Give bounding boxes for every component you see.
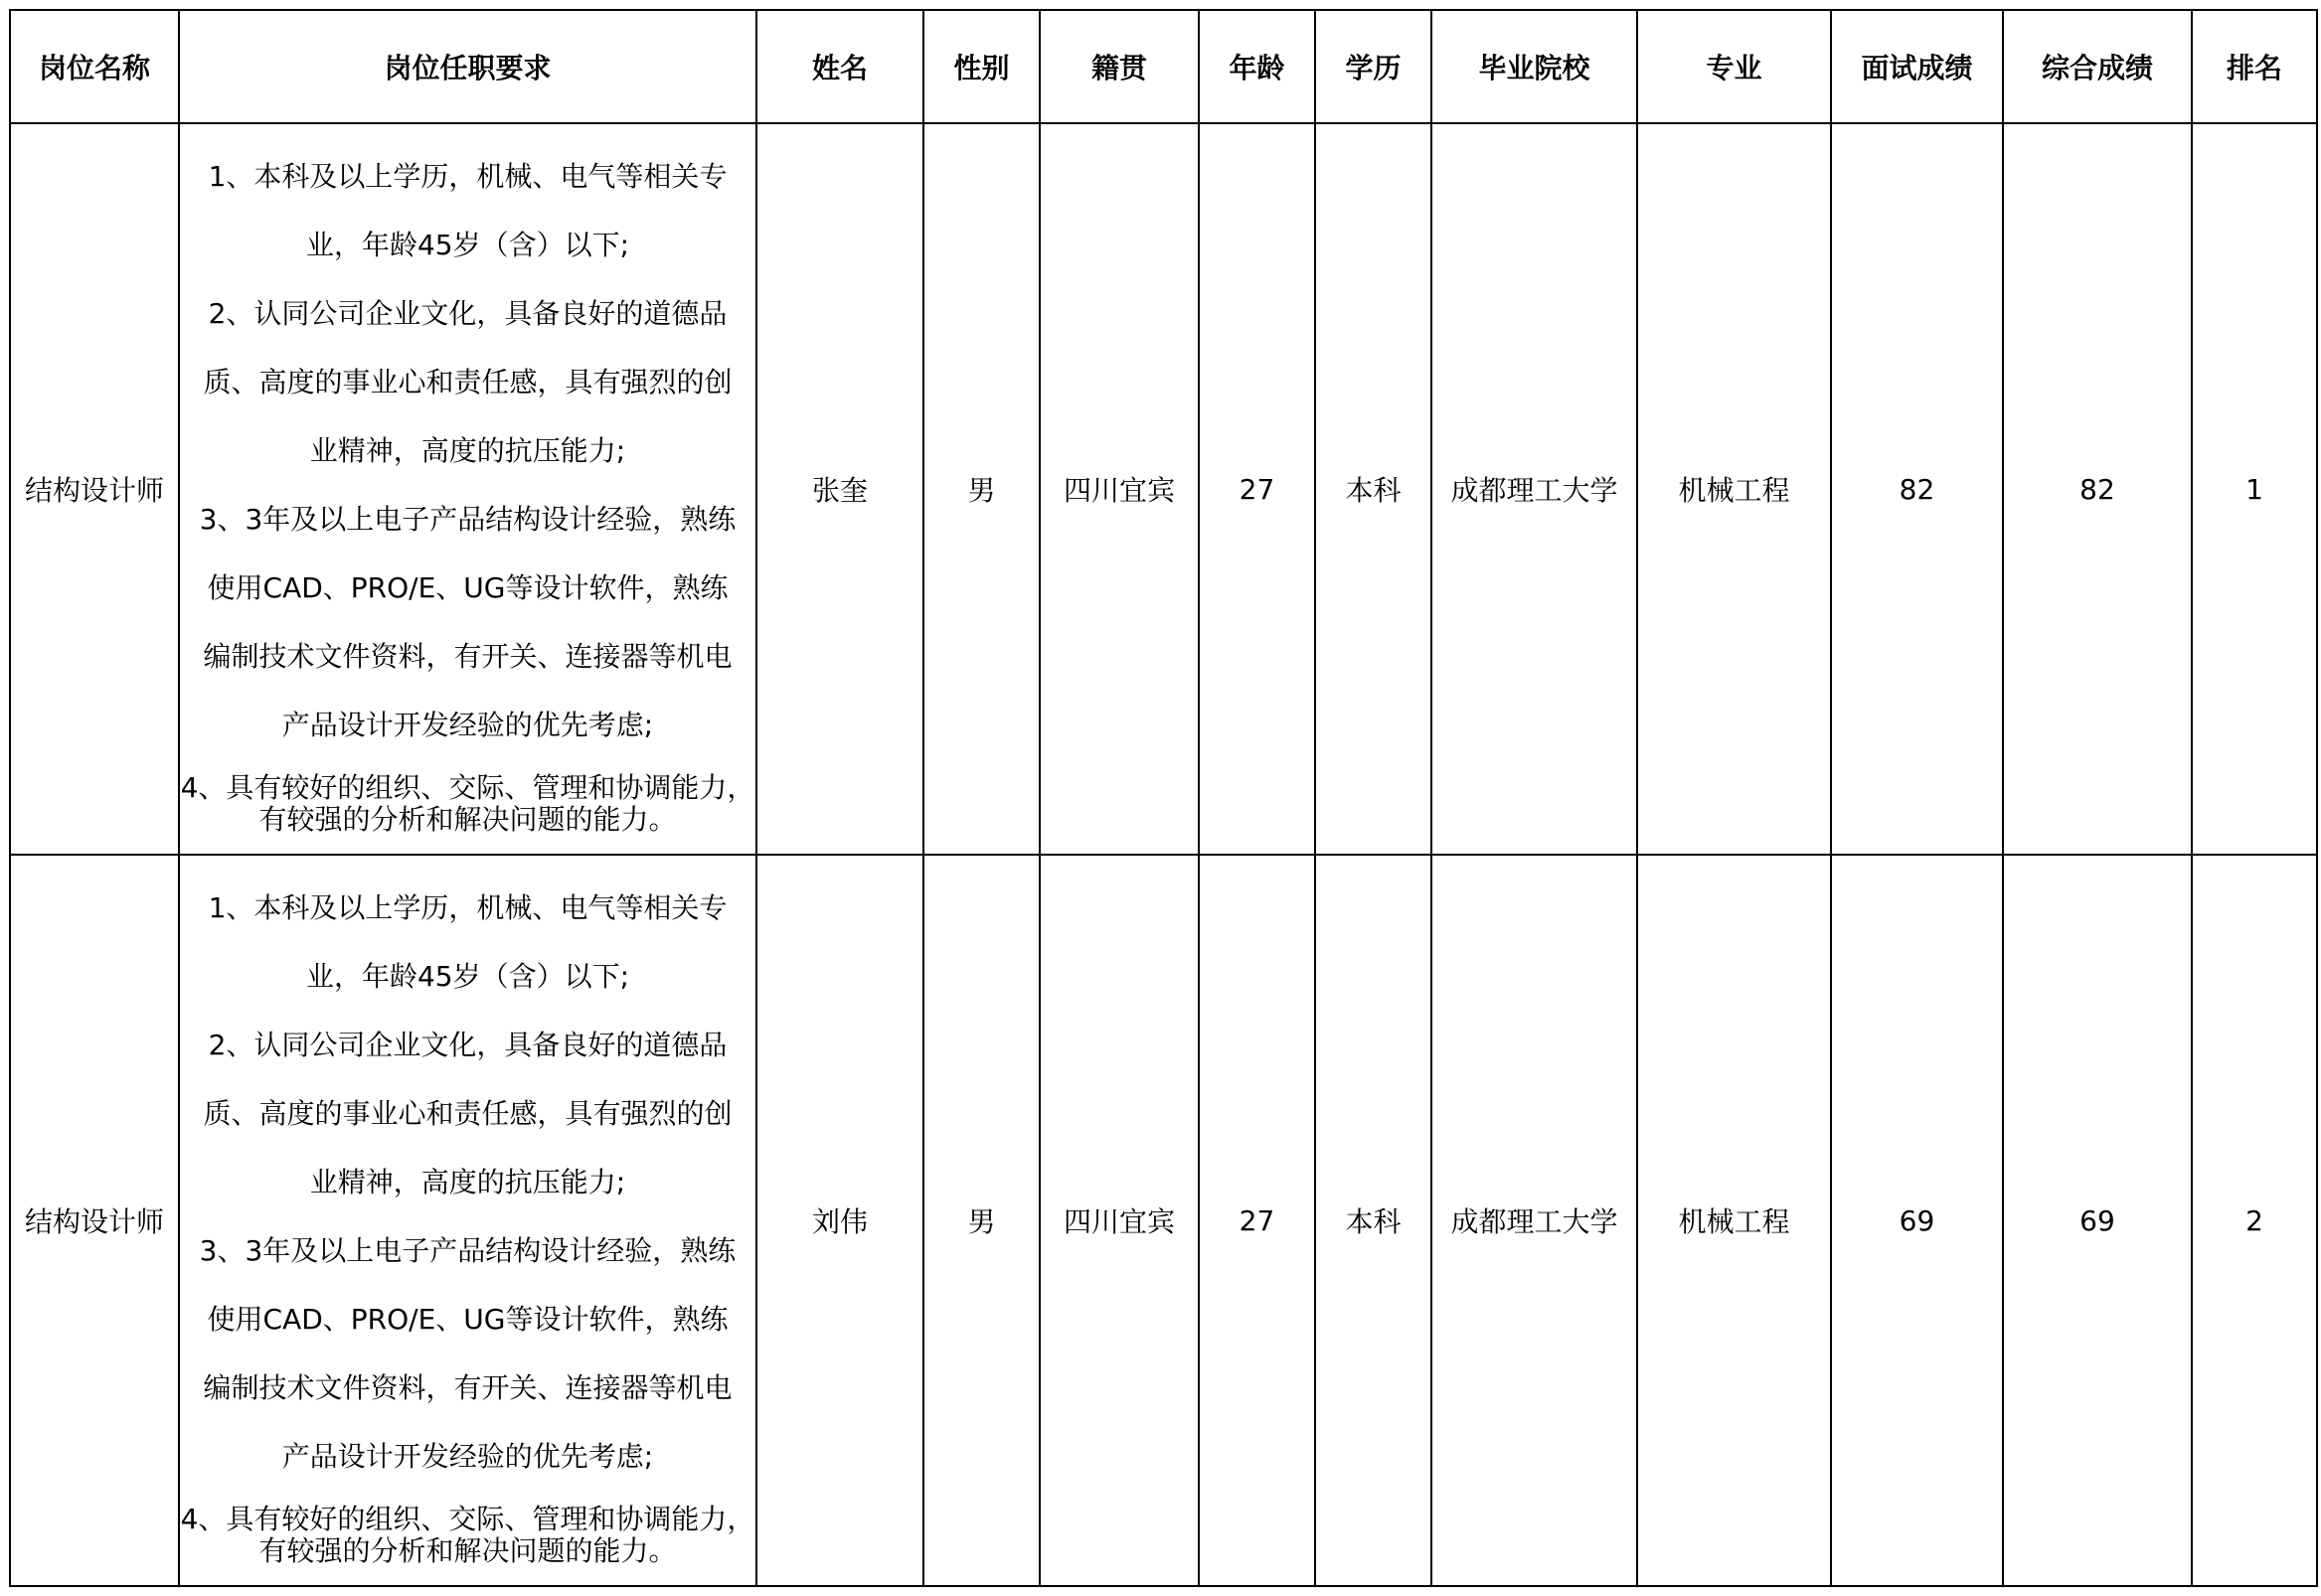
cell-gender: 男 — [923, 855, 1040, 1586]
header-position: 岗位名称 — [10, 10, 179, 123]
requirement-line: 3、3年及以上电子产品结构设计经验，熟练 — [199, 1234, 737, 1267]
requirement-line: 4、具有较好的组织、交际、管理和协调能力，有较强的分析和解决问题的能力。 — [180, 1503, 755, 1567]
header-row — [10, 10, 2317, 123]
header-requirements: 岗位任职要求 — [179, 10, 756, 123]
cell-name: 刘伟 — [756, 855, 923, 1586]
requirement-line: 使用CAD、PRO/E、UG等设计软件，熟练 — [207, 1303, 729, 1336]
results-table — [9, 9, 2318, 1587]
cell-major: 机械工程 — [1637, 855, 1831, 1586]
cell-position: 结构设计师 — [10, 123, 179, 855]
requirement-line: 质、高度的事业心和责任感，具有强烈的创 — [203, 1097, 733, 1130]
cell-school: 成都理工大学 — [1431, 123, 1637, 855]
requirement-line: 编制技术文件资料，有开关、连接器等机电 — [203, 640, 733, 673]
requirement-line: 2、认同公司企业文化，具备良好的道德品 — [208, 297, 728, 330]
header-school: 毕业院校 — [1431, 10, 1637, 123]
cell-name: 张奎 — [756, 123, 923, 855]
requirement-line: 1、本科及以上学历，机械、电气等相关专 — [208, 891, 728, 924]
header-total-score: 综合成绩 — [2003, 10, 2192, 123]
requirement-line: 1、本科及以上学历，机械、电气等相关专 — [208, 160, 728, 193]
header-interview-score: 面试成绩 — [1831, 10, 2003, 123]
header-name: 姓名 — [756, 10, 923, 123]
header-gender: 性别 — [923, 10, 1040, 123]
cell-age: 27 — [1199, 855, 1315, 1586]
requirement-line: 业，年龄45岁（含）以下; — [305, 229, 630, 261]
header-major: 专业 — [1637, 10, 1831, 123]
requirement-line: 业精神，高度的抗压能力; — [309, 1166, 626, 1198]
requirement-line: 质、高度的事业心和责任感，具有强烈的创 — [203, 366, 733, 399]
table-row — [10, 123, 2317, 855]
cell-school: 成都理工大学 — [1431, 855, 1637, 1586]
requirement-line: 使用CAD、PRO/E、UG等设计软件，熟练 — [207, 571, 729, 604]
cell-education: 本科 — [1315, 123, 1431, 855]
table-row — [10, 855, 2317, 1586]
cell-gender: 男 — [923, 123, 1040, 855]
header-hometown: 籍贯 — [1040, 10, 1199, 123]
requirement-line: 2、认同公司企业文化，具备良好的道德品 — [208, 1029, 728, 1061]
requirement-line: 产品设计开发经验的优先考虑; — [281, 709, 654, 741]
cell-hometown: 四川宜宾 — [1040, 855, 1199, 1586]
header-age: 年龄 — [1199, 10, 1315, 123]
cell-major: 机械工程 — [1637, 123, 1831, 855]
requirement-line: 3、3年及以上电子产品结构设计经验，熟练 — [199, 503, 737, 536]
cell-requirements — [179, 855, 756, 1586]
requirement-line: 编制技术文件资料，有开关、连接器等机电 — [203, 1371, 733, 1404]
cell-education: 本科 — [1315, 855, 1431, 1586]
header-education: 学历 — [1315, 10, 1431, 123]
requirement-line: 业精神，高度的抗压能力; — [309, 434, 626, 467]
cell-rank: 2 — [2192, 855, 2317, 1586]
cell-requirements — [179, 123, 756, 855]
requirement-line: 业，年龄45岁（含）以下; — [305, 960, 630, 993]
cell-rank: 1 — [2192, 123, 2317, 855]
cell-interview-score: 82 — [1831, 123, 2003, 855]
requirement-line: 4、具有较好的组织、交际、管理和协调能力，有较强的分析和解决问题的能力。 — [180, 771, 755, 836]
cell-total-score: 69 — [2003, 855, 2192, 1586]
header-rank: 排名 — [2192, 10, 2317, 123]
cell-interview-score: 69 — [1831, 855, 2003, 1586]
cell-age: 27 — [1199, 123, 1315, 855]
requirement-line: 产品设计开发经验的优先考虑; — [281, 1440, 654, 1473]
cell-total-score: 82 — [2003, 123, 2192, 855]
cell-position: 结构设计师 — [10, 855, 179, 1586]
cell-hometown: 四川宜宾 — [1040, 123, 1199, 855]
